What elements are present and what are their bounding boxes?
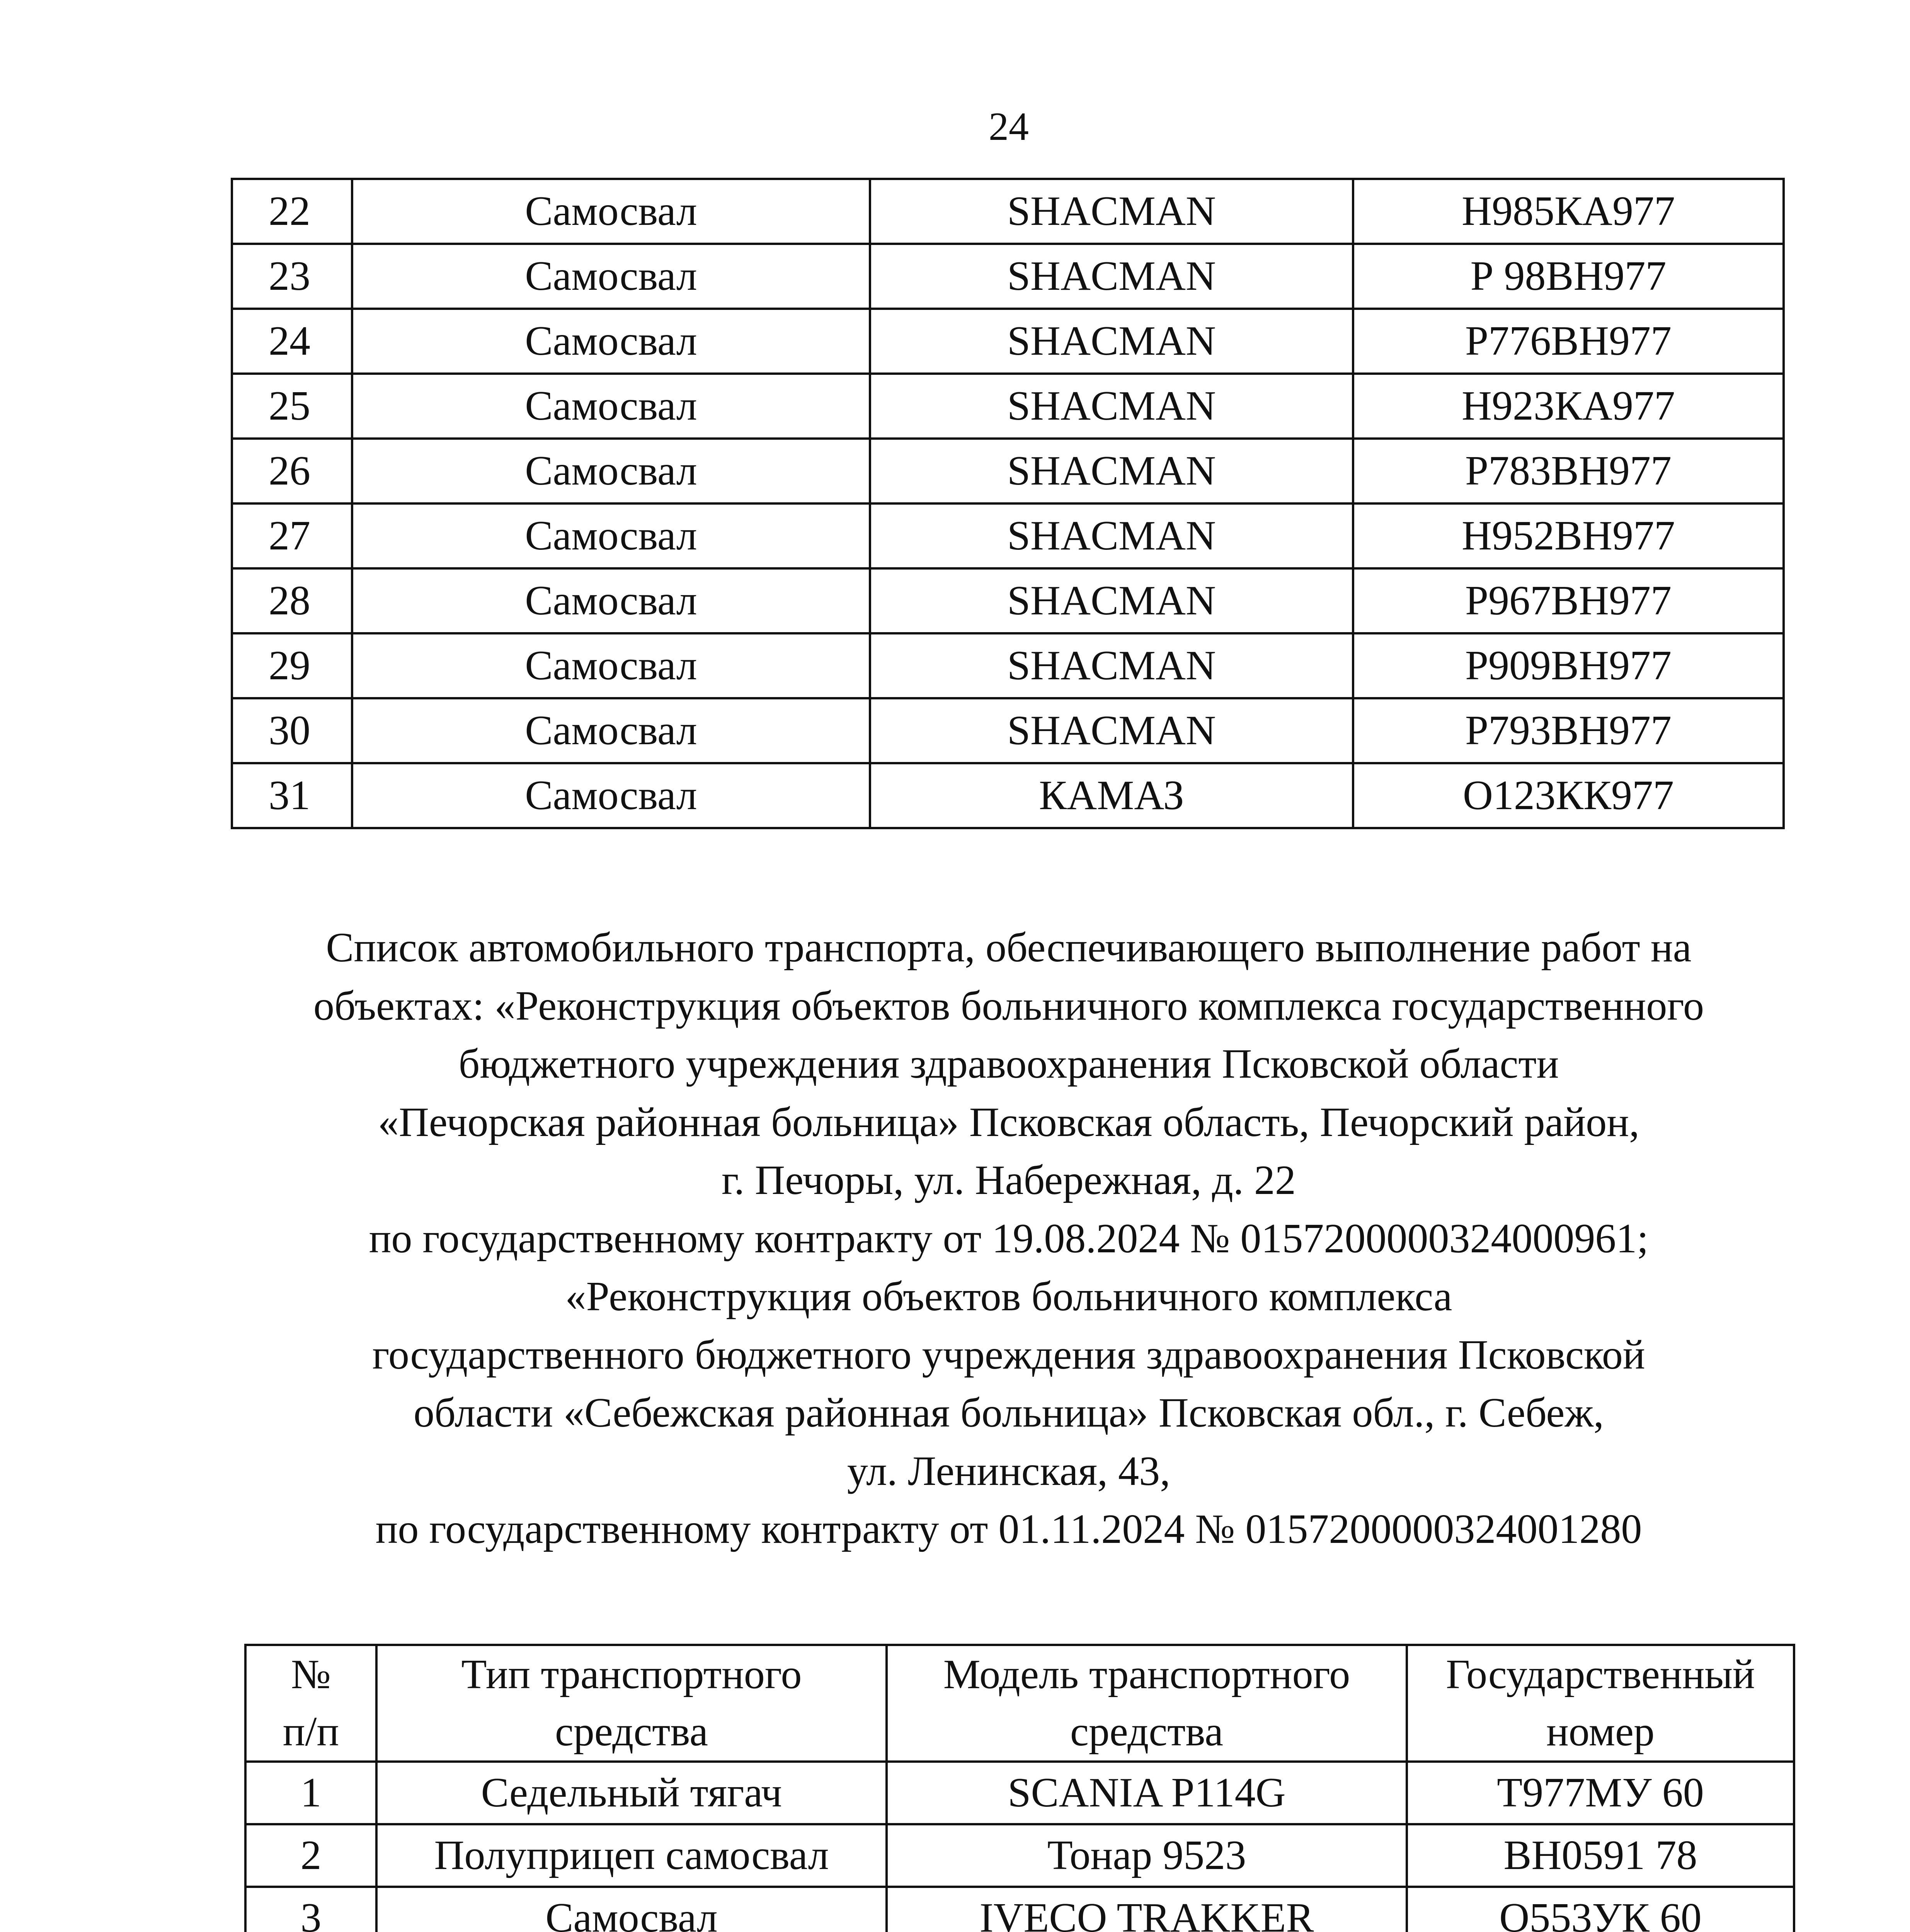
vehicle-type: Самосвал (352, 698, 870, 763)
license-plate: Р783ВН977 (1353, 439, 1784, 503)
table-row (232, 763, 1784, 828)
row-number: 24 (232, 309, 352, 374)
header-num (245, 1645, 376, 1762)
license-plate: Н952ВН977 (1353, 503, 1784, 568)
vehicle-model: SHACMAN (870, 698, 1353, 763)
heading-line: бюджетного учреждения здравоохранения Псковской области (458, 1041, 1559, 1087)
header-text: номер (1546, 1709, 1655, 1755)
heading-line: Список автомобильного транспорта, обеспечивающего выполнение работ на (326, 925, 1692, 971)
license-plate: Р909ВН977 (1353, 633, 1784, 698)
table-row (232, 179, 1784, 244)
row-number: 28 (232, 568, 352, 633)
vehicle-type: Самосвал (376, 1887, 887, 1932)
vehicle-model: SHACMAN (870, 374, 1353, 439)
vehicle-model: SHACMAN (870, 309, 1353, 374)
license-plate: ВН0591 78 (1407, 1824, 1794, 1887)
table-row (232, 244, 1784, 309)
vehicle-table-continued (231, 178, 1785, 829)
header-text: Государственный (1446, 1651, 1755, 1697)
vehicle-table (244, 1644, 1795, 1932)
table-row (232, 568, 1784, 633)
table-row (232, 698, 1784, 763)
heading-line: государственного бюджетного учреждения здравоохранения Псковской (372, 1332, 1645, 1378)
header-text: Тип транспортного (461, 1651, 802, 1697)
header-text: № (291, 1651, 331, 1697)
table-row (232, 503, 1784, 568)
license-plate: Р 98ВН977 (1353, 244, 1784, 309)
header-text: средства (555, 1709, 708, 1755)
row-number: 25 (232, 374, 352, 439)
header-text: п/п (283, 1709, 339, 1755)
vehicle-model: КАМАЗ (870, 763, 1353, 828)
row-number: 31 (232, 763, 352, 828)
row-number: 27 (232, 503, 352, 568)
heading-line: области «Себежская районная больница» Псковская обл., г. Себеж, (413, 1390, 1604, 1436)
row-number: 30 (232, 698, 352, 763)
vehicle-type: Самосвал (352, 309, 870, 374)
row-number: 3 (245, 1887, 376, 1932)
row-number: 29 (232, 633, 352, 698)
vehicle-type: Самосвал (352, 439, 870, 503)
vehicle-model: SHACMAN (870, 568, 1353, 633)
table-row (245, 1887, 1794, 1932)
vehicle-type: Самосвал (352, 244, 870, 309)
header-model (887, 1645, 1407, 1762)
vehicle-type: Самосвал (352, 763, 870, 828)
vehicle-model: IVECO TRAKKER (887, 1887, 1407, 1932)
heading-line: «Печорская районная больница» Псковская область, Печорский район, (378, 1099, 1640, 1145)
vehicle-model: SHACMAN (870, 633, 1353, 698)
header-text: средства (1070, 1709, 1224, 1755)
vehicle-type: Самосвал (352, 374, 870, 439)
license-plate: Т977МУ 60 (1407, 1762, 1794, 1824)
license-plate: Н923КА977 (1353, 374, 1784, 439)
vehicle-model: SCANIA P114G (887, 1762, 1407, 1824)
page-number: 24 (989, 104, 1029, 149)
vehicle-model: Тонар 9523 (887, 1824, 1407, 1887)
license-plate: Р793ВН977 (1353, 698, 1784, 763)
heading-line: г. Печоры, ул. Набережная, д. 22 (722, 1157, 1296, 1203)
header-text: Модель транспортного (943, 1651, 1350, 1697)
vehicle-model: SHACMAN (870, 179, 1353, 244)
vehicle-model: SHACMAN (870, 503, 1353, 568)
table-row (232, 309, 1784, 374)
license-plate: Н985КА977 (1353, 179, 1784, 244)
row-number: 26 (232, 439, 352, 503)
table-row (245, 1824, 1794, 1887)
row-number: 1 (245, 1762, 376, 1824)
heading-line: «Реконструкция объектов больничного комплекса (565, 1274, 1452, 1320)
license-plate: О123КК977 (1353, 763, 1784, 828)
vehicle-type: Самосвал (352, 633, 870, 698)
vehicle-type: Самосвал (352, 568, 870, 633)
table-row (232, 439, 1784, 503)
row-number: 22 (232, 179, 352, 244)
vehicle-model: SHACMAN (870, 244, 1353, 309)
header-type (376, 1645, 887, 1762)
table-header-row (245, 1645, 1794, 1762)
heading-line: по государственному контракту от 01.11.2024 № 0157200000324001280 (375, 1506, 1642, 1552)
vehicle-type: Полуприцеп самосвал (376, 1824, 887, 1887)
vehicle-type: Самосвал (352, 503, 870, 568)
heading-line: ул. Ленинская, 43, (847, 1448, 1171, 1494)
vehicle-type: Седельный тягач (376, 1762, 887, 1824)
row-number: 2 (245, 1824, 376, 1887)
table-row (232, 633, 1784, 698)
heading-line: объектах: «Реконструкция объектов больничного комплекса государственного (313, 983, 1704, 1029)
vehicle-type: Самосвал (352, 179, 870, 244)
table-row (245, 1762, 1794, 1824)
table-row (232, 374, 1784, 439)
header-plate (1407, 1645, 1794, 1762)
heading-line: по государственному контракту от 19.08.2024 № 0157200000324000961; (369, 1215, 1649, 1262)
vehicle-model: SHACMAN (870, 439, 1353, 503)
list-heading (0, 919, 1910, 1559)
license-plate: Р776ВН977 (1353, 309, 1784, 374)
license-plate: Р967ВН977 (1353, 568, 1784, 633)
row-number: 23 (232, 244, 352, 309)
license-plate: О553УК 60 (1407, 1887, 1794, 1932)
